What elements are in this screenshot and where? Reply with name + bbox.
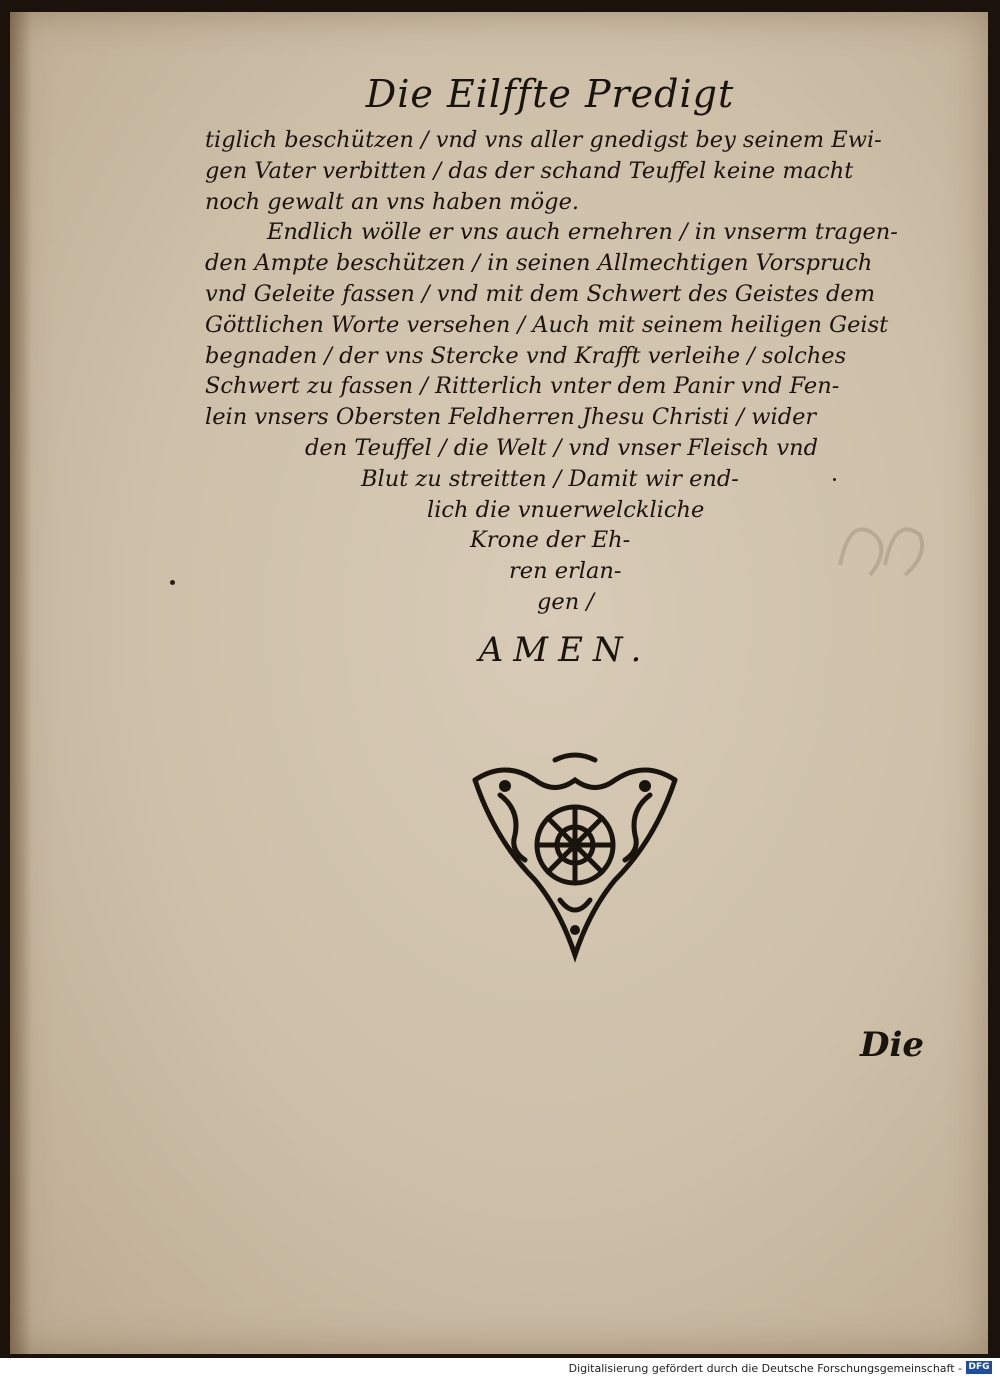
printers-ornament-icon — [465, 750, 685, 965]
library-stamp-icon — [830, 505, 930, 595]
text-line: den Ampte beschützen / in seinen Allmechtigen Vorspruch — [205, 250, 873, 277]
page-gutter-shadow — [10, 12, 32, 1354]
funding-credit: Digitalisierung gefördert durch die Deutsche Forschungsgemeinschaft - — [568, 1362, 962, 1375]
catchword: Die — [860, 1025, 925, 1065]
dfg-logo: DFG — [966, 1361, 992, 1374]
running-title: Die Eilffte Predigt — [365, 72, 735, 116]
text-line: Krone der Eh- — [470, 527, 631, 554]
text-line: Blut zu streitten / Damit wir end- — [361, 465, 739, 492]
text-line: lich die vnuerwelckliche — [427, 496, 705, 523]
text-line: noch gewalt an vns haben möge. — [205, 188, 580, 215]
text-line: ren erlan- — [509, 558, 622, 585]
text-line: Göttlichen Worte versehen / Auch mit seinem heiligen Geist — [205, 311, 889, 338]
ink-speck — [170, 580, 175, 585]
text-line: begnaden / der vns Stercke vnd Krafft verleihe / solches — [205, 342, 847, 369]
sermon-text — [205, 125, 920, 618]
text-line: vnd Geleite fassen / vnd mit dem Schwert des Geistes dem — [205, 280, 876, 307]
text-line: lein vnsers Obersten Feldherren Jhesu Christi / wider — [205, 404, 817, 431]
text-line: gen Vater verbitten / das der schand Teuffel keine macht — [205, 157, 854, 184]
text-line: den Teuffel / die Welt / vnd vnser Fleisch vnd — [305, 434, 819, 461]
ink-speck — [833, 478, 836, 481]
text-line: tiglich beschützen / vnd vns aller gnedigst bey seinem Ewi- — [205, 127, 882, 153]
text-line: Schwert zu fassen / Ritterlich vnter dem Panir vnd Fen- — [205, 373, 840, 400]
text-line: Endlich wölle er vns auch ernehren / in vnserm tragen- — [267, 219, 898, 246]
text-line: gen / — [537, 588, 594, 615]
closing-amen: AMEN. — [478, 630, 652, 670]
